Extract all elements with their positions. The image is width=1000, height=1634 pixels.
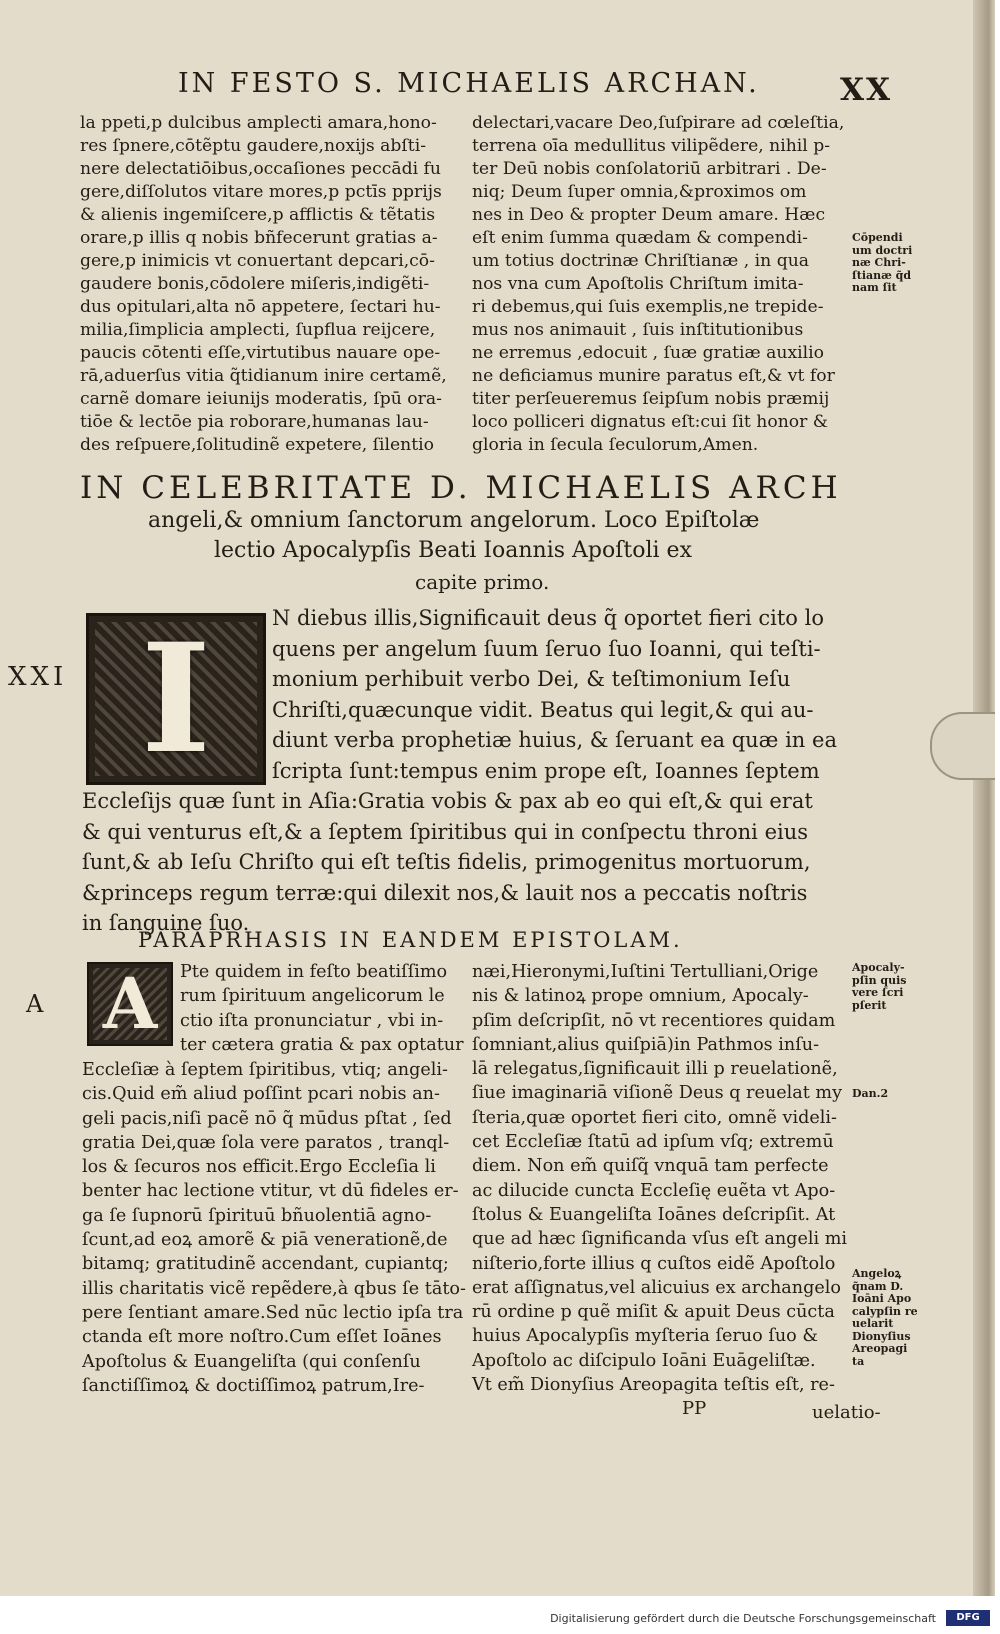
margin-line: um doctri [852,243,913,257]
running-head: IN FESTO S. MICHAELIS ARCHAN. [178,68,760,99]
text-line: ſunt,& ab Ieſu Chriſto qui eſt teſtis fidelis, primogenitus mortuorum, [82,850,811,874]
signature-mark: PP [682,1398,707,1419]
dfg-logo: DFG [946,1610,990,1626]
text-line: ſteria,quæ oportet fieri cito, omnẽ videli- [472,1107,837,1128]
margin-line: pſin quis [852,973,907,987]
text-line: terrena oīa medullitus vilipẽdere, nihil p- [472,136,831,156]
text-line: nos vna cum Apoſtolis Chriſtum imita- [472,274,804,294]
text-line: diunt verba prophetiæ huius, & ſeruant ea quæ in ea [272,728,837,752]
text-line: Eccleſijs quæ ſunt in Aſia:Gratia vobis & pax ab eo qui eſt,& qui erat [82,789,813,813]
text-line: ctio iſta pronunciatur , vbi in- [180,1010,444,1031]
text-line: illis charitatis vicẽ repẽdere,à qbus ſe tāto- [82,1278,466,1299]
page-tab-mark [930,712,995,780]
text-line: ter Deū nobis conſolatoriū arbitrari . De- [472,159,827,179]
text-line: diem. Non em̃ quiſq̃ vnquā tam perfecte [472,1156,829,1177]
text-line: res ſpnere,cōtẽptu gaudere,noxijs abſti- [80,136,427,156]
text-line: mus nos animauit , ſuis inſtitutionibus [472,320,804,340]
feast-title-line-1: IN CELEBRITATE D. MICHAELIS ARCH [80,470,842,506]
text-line: rū ordine p quẽ miſit & apuit Deus cūcta [472,1302,835,1323]
text-line: rā,aduerſus vitia q̃tidianum inire certamẽ, [80,366,447,386]
margin-line: Angeloꝝ [852,1267,902,1280]
text-line: ſomniant,alius quiſpiā)in Pathmos inſu- [472,1034,820,1055]
text-line: des reſpuere,ſolitudinẽ expetere, ſilentio [80,435,434,455]
text-line: Apoſtolo ac diſcipulo Ioāni Euāgeliſtæ. [472,1350,816,1371]
text-line: gere,diſſolutos vitare mores,p pctīs pprijs [80,182,442,202]
text-line: pſim deſcripſit, nō vt recentiores quidam [472,1010,836,1031]
text-line: tiōe & lectōe pia roborare,humanas lau- [80,412,429,432]
margin-note-daniel [852,1088,888,1101]
text-line: pere ſentiant amare.Sed nūc lectio ipſa tra [82,1302,464,1323]
footer-credit: Digitalisierung gefördert durch die Deutsche Forschungsgemeinschaft [550,1612,936,1625]
column-left [80,112,447,457]
text-line: ac dilucide cuncta Eccleſię euẽta vt Apo- [472,1180,836,1201]
paraphrase-column-right [472,960,847,1397]
text-line: niſterio,forte illius q cuſtos eidẽ Apoſtolo [472,1253,836,1274]
text-line: ſcripta ſunt:tempus enim prope eſt, Ioannes ſeptem [272,758,820,783]
text-line: ter cætera gratia & pax optatur [180,1034,464,1055]
folio-number: XX [840,72,893,108]
page-edge [973,0,995,1596]
text-line: cis.Quid em̃ aliud poſſint pcari nobis an- [82,1084,440,1105]
margin-line: uelarit [852,1317,894,1330]
text-line: gloria in ſecula ſeculorum,Amen. [472,435,759,455]
text-line: ſanctiſſimoꝝ & doctiſſimoꝝ patrum,Ire- [82,1375,425,1396]
text-line: erat aſſignatus,vel alicuius ex archangelo [472,1277,842,1298]
text-line: titer perſeueremus ſeipſum nobis præmij [472,389,830,409]
text-line: Eccleſiæ à ſeptem ſpiritibus, vtiq; angeli- [82,1060,448,1080]
text-line: ne erremus ,edocuit , ſuæ gratiæ auxilio [472,343,824,363]
text-line: um totius doctrinæ Chriſtianæ , in qua [472,251,810,271]
text-line: gaudere bonis,cōdolere miſeris,indigẽti- [80,274,430,294]
text-line: delectari,vacare Deo,ſuſpirare ad cœleſtia, [472,113,845,133]
text-line: la ppeti,p dulcibus amplecti amara,hono- [80,113,437,133]
text-line: loco polliceri dignatus eſt:cui ſit honor & [472,412,829,432]
decorated-initial-large [86,613,266,785]
text-line: ſcunt,ad eoꝝ amorẽ & piā venerationẽ,de [82,1230,448,1251]
text-line: cet Eccleſiæ ſtatū ad ipſum vſq; extremū [472,1132,834,1153]
margin-line: ta [852,1354,865,1368]
feast-title-line-4: capite primo. [415,570,550,594]
margin-line: q̃nam D. [852,1279,904,1293]
margin-line: Dan.2 [852,1087,889,1100]
text-line: dus opitulari,alta nō appetere, ſectari hu- [80,297,441,317]
text-line: monium perhibuit verbo Dei, & teſtimonium Ieſu [272,667,791,691]
text-line: rum ſpirituum angelicorum le [180,986,445,1007]
text-line: næi,Hieronymi,Iuſtini Tertulliani,Orige [472,962,819,982]
margin-note-angel [852,1268,918,1368]
text-line: ri debemus,qui ſuis exemplis,ne trepide- [472,297,824,317]
initial-letter: I [140,613,212,785]
initial-letter: A [102,962,158,1045]
text-line: orare,p illis q nobis bñfecerunt gratias a- [80,228,438,248]
text-line: ne deficiamus munire paratus eſt,& vt for [472,366,835,386]
margin-line: vere ſcri [852,986,904,999]
text-line: geli pacis,niſi pacẽ nō q̃ mūdus pſtat , ſed [82,1108,452,1129]
text-line: Vt em̃ Dionyſius Areopagita teſtis eſt, re- [472,1375,835,1396]
margin-line: calypſin re [852,1304,918,1318]
epistle-text-beside-initial [272,603,837,786]
text-line: paucis cōtenti eſſe,virtutibus nauare ope- [80,343,441,363]
text-line: milia,ſimplicia amplecti, ſupflua reijcere, [80,320,436,340]
margin-line: Ioāni Apo [852,1292,912,1305]
feast-title-line-2: angeli,& omnium ſanctorum angelorum. Loco Epiſtolæ [148,508,760,533]
text-line: nes in Deo & propter Deum amare. Hæc [472,205,826,225]
margin-note-apocalypse-author [852,962,907,1012]
margin-line: nam ſit [852,281,897,294]
text-line: gere,p inimicis vt conuertant depcari,cō- [80,251,435,271]
text-line: in ſanguine ſuo. [82,911,250,935]
text-line: & qui venturus eſt,& a ſeptem ſpiritibus qui in conſpectu throni eius [82,819,809,844]
margin-line: næ Chri- [852,256,906,269]
column-right [472,112,844,457]
feast-title-line-3: lectio Apocalypſis Beati Ioannis Apoſtoli ex [214,538,692,563]
paraphrase-heading: PARAPRHASIS IN EANDEM EPISTOLAM. [138,928,683,952]
text-line: Pte quidem in feſto beatiſſimo [180,962,448,982]
margin-line: ſtianæ q̃d [852,268,912,282]
text-line: nis & latinoꝝ prope omnium, Apocaly- [472,986,809,1007]
text-line: gratia Dei,quæ ſola vere paratos , tranql- [82,1132,450,1153]
text-line: &princeps regum terræ:qui dilexit nos,& lauit nos a peccatis noſtris [82,880,808,905]
text-line: benter hac lectione vtitur, vt dū fideles er- [82,1181,459,1202]
section-number: XXI [8,662,68,692]
margin-line: pſerit [852,998,887,1012]
margin-line: Cōpendi [852,231,903,244]
margin-note-compendium [852,232,912,295]
paraphrase-beside-initial [180,960,464,1057]
text-line: ga ſe ſupnorū ſpirituū bñuolentiā agno- [82,1205,432,1226]
text-line: eſt enim ſumma quædam & compendi- [472,228,808,248]
decorated-initial-small [87,962,173,1046]
paraphrase-column-left [82,1058,466,1398]
epistle-text-full-width [82,786,813,939]
margin-line: Apocaly- [852,961,905,974]
digitization-footer [0,1596,1000,1634]
text-line: nere delectatiōibus,occaſiones peccādi fu [80,159,441,179]
catchword: uelatio- [812,1402,881,1423]
text-line: niq; Deum ſuper omnia,&proximos om [472,182,807,202]
text-line: quens per angelum ſuum ſeruo ſuo Ioanni, qui teſti- [272,636,821,661]
text-line: N diebus illis,Significauit deus q̃ oportet fieri cito lo [272,606,824,630]
text-line: Apoſtolus & Euangeliſta (qui conſenſu [82,1351,421,1372]
text-line: carnẽ domare ieiunijs moderatis, ſpū ora- [80,389,442,409]
text-line: ſtolus & Euangeliſta Ioānes deſcripſit. At [472,1204,836,1225]
section-letter: A [26,990,44,1018]
text-line: los & ſecuros nos efficit.Ergo Eccleſia li [82,1157,436,1178]
text-line: bitamq; gratitudinẽ accendant, cupiantq; [82,1254,449,1275]
text-line: & alienis ingemiſcere,p afflictis & tẽtatis [80,205,436,225]
margin-line: Areopagi [852,1342,908,1355]
text-line: huius Apocalypſis myſteria ſeruo ſuo & [472,1326,819,1347]
text-line: ctanda eſt more noſtro.Cum eſſet Ioānes [82,1327,442,1348]
text-line: ſiue imaginariā viſionẽ Deus q reuelat my [472,1083,843,1104]
margin-line: Dionyſius [852,1329,911,1343]
text-line: que ad hæc ſignificanda vſus eſt angeli mi [472,1229,848,1250]
text-line: lā relegatus,ſignificauit illi p reuelationẽ, [472,1059,838,1080]
text-line: Chriſti,quæcunque vidit. Beatus qui legit,& qui au- [272,697,814,722]
